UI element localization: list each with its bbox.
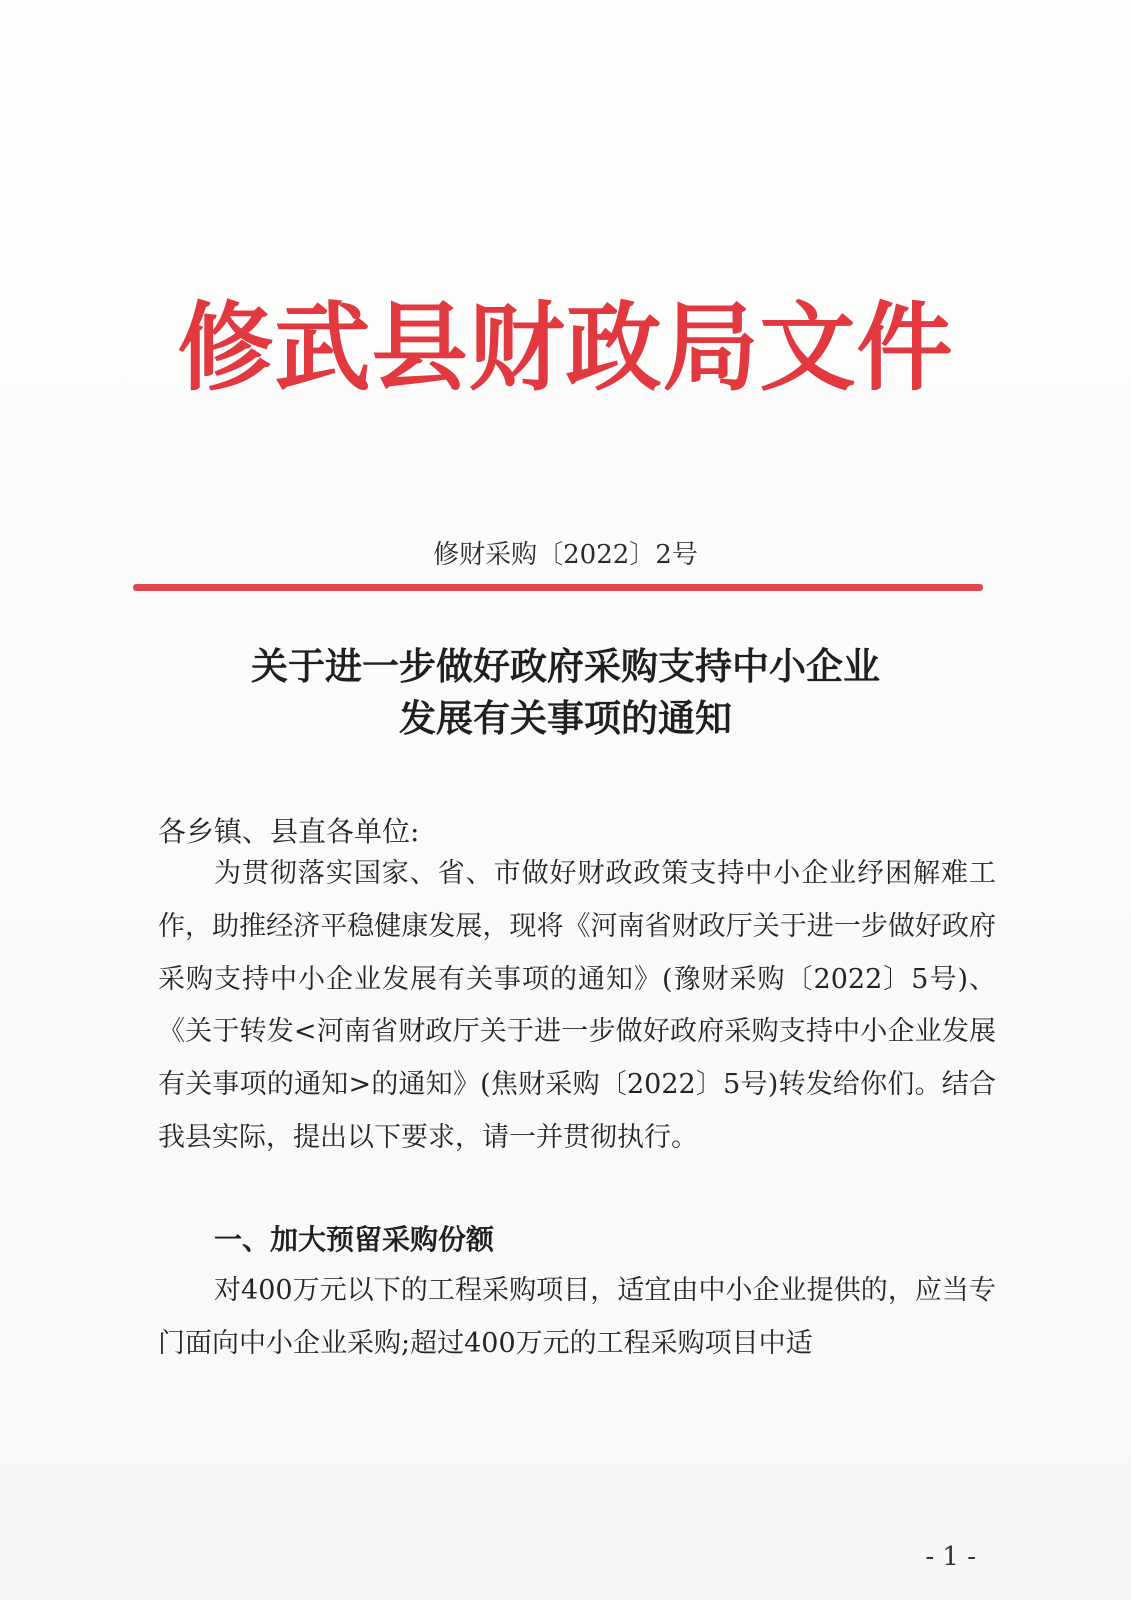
section-1-paragraph: 对400万元以下的工程采购项目，适宜由中小企业提供的，应当专门面向中小企业采购;超过400万元的工程采购项目中适 [158, 1275, 996, 1359]
red-divider [133, 584, 983, 591]
document-number: 修财采购〔2022〕2号 [433, 540, 698, 570]
section-1-heading: 一、加大预留采购份额 [214, 1223, 495, 1256]
issuer-header: 修武县财政局文件 [177, 292, 954, 404]
document-title-line-1: 关于进一步做好政府采购支持中小企业 [251, 645, 880, 688]
intro-paragraph: 为贯彻落实国家、省、市做好财政政策支持中小企业纾困解难工作，助推经济平稳健康发展，现将《河南省财政厅关于进一步做好政府采购支持中小企业发展有关事项的通知》(豫财采购〔2022〕5号)、《关于转发<河南省财政厅关于进一步做好政府采购支持中小企业发展有关事项的通知>的通知》(焦财采购〔2022〕5号)转发给你们。结合我县实际，提出以下要求，请一并贯彻执行。 [158, 858, 996, 1153]
addressee: 各乡镇、县直各单位: [158, 815, 420, 848]
document-title-line-2: 发展有关事项的通知 [399, 697, 732, 740]
page-number: - 1 - [925, 1542, 976, 1572]
